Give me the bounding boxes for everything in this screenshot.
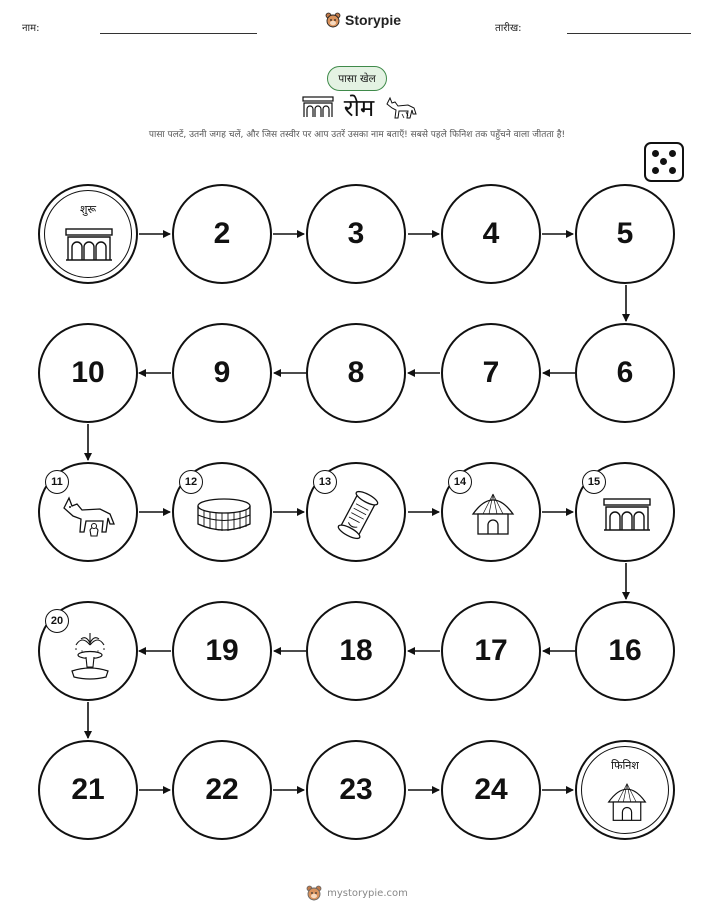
finish-space[interactable] xyxy=(575,740,675,840)
board-space[interactable] xyxy=(38,323,138,423)
date-label: तारीख: xyxy=(495,23,522,34)
board-space[interactable] xyxy=(38,740,138,840)
picture-space[interactable] xyxy=(575,462,675,562)
board-space[interactable] xyxy=(306,184,406,284)
space-number: 3 xyxy=(347,217,365,250)
brand-name: Storypie xyxy=(345,12,402,28)
space-number: 9 xyxy=(213,356,231,389)
bear-logo-icon xyxy=(306,885,322,901)
board-space[interactable] xyxy=(575,184,675,284)
picture-space[interactable] xyxy=(38,601,138,701)
name-label: नाम: xyxy=(22,23,40,34)
board-space[interactable] xyxy=(172,740,272,840)
space-number: 10 xyxy=(71,356,105,389)
fountain-icon xyxy=(68,631,112,681)
board-space[interactable] xyxy=(172,184,272,284)
space-number-badge: 11 xyxy=(45,470,69,494)
board-space[interactable] xyxy=(306,740,406,840)
start-space[interactable] xyxy=(38,184,138,284)
arch-bridge-icon xyxy=(64,226,114,262)
picture-space[interactable] xyxy=(441,462,541,562)
space-number: 19 xyxy=(205,634,239,667)
space-number: 6 xyxy=(616,356,634,389)
board-space[interactable] xyxy=(441,601,541,701)
scroll-icon xyxy=(336,488,380,542)
hut-icon xyxy=(605,780,649,824)
space-number-badge: 20 xyxy=(45,609,69,633)
space-number: 18 xyxy=(339,634,373,667)
board-space[interactable] xyxy=(306,601,406,701)
footer xyxy=(0,885,714,901)
space-number-badge: 14 xyxy=(448,470,472,494)
space-number: 5 xyxy=(616,217,634,250)
space-number: 24 xyxy=(474,773,508,806)
space-number: 4 xyxy=(482,217,500,250)
picture-space[interactable] xyxy=(172,462,272,562)
page-title: रोम xyxy=(343,93,375,122)
board-space[interactable] xyxy=(441,740,541,840)
finish-label: फिनिश xyxy=(611,759,639,772)
space-number-badge: 12 xyxy=(179,470,203,494)
space-number: 2 xyxy=(213,217,231,250)
space-number: 7 xyxy=(482,356,500,389)
instructions: पासा पलटें, उतनी जगह चलें, और जिस तस्वीर पर आप उतरें उसका नाम बताएँ! सबसे पहले फिनिश तक पहुँचने वाला जीतता है! xyxy=(148,130,566,140)
start-label: शुरू xyxy=(79,203,97,216)
board-space[interactable] xyxy=(172,601,272,701)
board-space[interactable] xyxy=(575,601,675,701)
space-number: 17 xyxy=(474,634,508,667)
arch-bridge-icon xyxy=(601,496,653,532)
footer-site[interactable]: mystorypie.com xyxy=(327,887,408,899)
board-space[interactable] xyxy=(441,184,541,284)
picture-space[interactable] xyxy=(38,462,138,562)
picture-space[interactable] xyxy=(306,462,406,562)
space-number: 16 xyxy=(608,634,642,667)
space-number: 23 xyxy=(339,773,373,806)
board-space[interactable] xyxy=(575,323,675,423)
space-number-badge: 15 xyxy=(582,470,606,494)
game-tag: पासा खेल xyxy=(327,66,387,91)
colosseum-icon xyxy=(196,496,252,532)
wolf-icon xyxy=(60,492,120,540)
space-number: 21 xyxy=(71,773,105,806)
space-number: 22 xyxy=(205,773,239,806)
space-number: 8 xyxy=(347,356,365,389)
board-space[interactable] xyxy=(172,323,272,423)
hut-icon xyxy=(469,490,517,538)
board-space[interactable] xyxy=(306,323,406,423)
board-space[interactable] xyxy=(441,323,541,423)
space-number-badge: 13 xyxy=(313,470,337,494)
